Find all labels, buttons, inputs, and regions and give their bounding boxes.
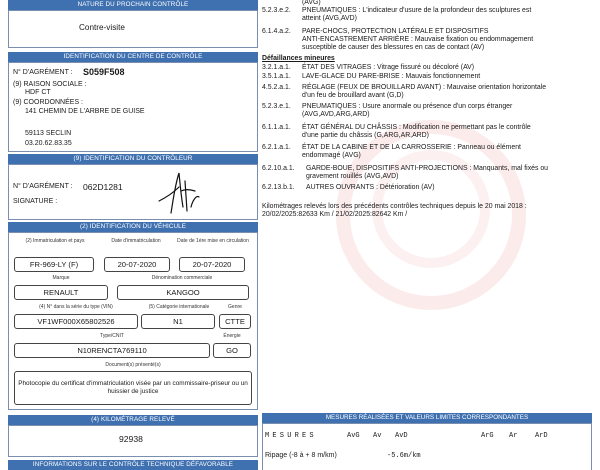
marque-value: RENAULT bbox=[14, 285, 108, 300]
defect-text: d'un feu de brouillard avant (G,D) bbox=[302, 92, 404, 99]
left-column bbox=[0, 0, 258, 470]
defect-code: 5.2.3.e.1. bbox=[262, 103, 291, 110]
defect-text: susceptible de causer des blessures en cas de contact (AV) bbox=[302, 44, 485, 51]
defect-text: ÉTAT DES VITRAGES : Vitrage fissuré ou décoloré (AV) bbox=[302, 64, 475, 71]
defect-text: d'une partie du châssis (G,ARG,AR,ARD) bbox=[302, 132, 429, 139]
energie-label: Énergie bbox=[223, 333, 241, 339]
centre-address-line2: 59113 SECLIN bbox=[25, 130, 72, 137]
defect-text: RÉGLAGE (FEUX DE BROUILLARD AVANT) : Mauvaise orientation horizontale bbox=[302, 84, 547, 91]
defect-code: 6.1.1.a.1. bbox=[262, 124, 291, 131]
defect-text: endommagé (AVG) bbox=[302, 152, 361, 159]
denom-label: Dénomination commerciale bbox=[151, 275, 213, 281]
mesures-col: ArD bbox=[535, 432, 548, 440]
defect-code: 6.2.1.a.1. bbox=[262, 144, 291, 151]
marque-label: Marque bbox=[52, 275, 70, 281]
genre-value: CTTE bbox=[219, 314, 251, 329]
cat-label: (5) Catégorie internationale bbox=[148, 304, 210, 310]
defect-code: 4.5.2.a.1. bbox=[262, 84, 291, 91]
date-circ-label: Date de 1ère mise en circulation bbox=[177, 238, 249, 244]
vehicule-header: (2) IDENTIFICATION DU VÉHICULE bbox=[8, 222, 258, 232]
defect-code: 5.2.3.e.2. bbox=[262, 7, 291, 14]
centre-raison-value: HDF CT bbox=[25, 89, 51, 96]
mesures-col: AvD bbox=[395, 432, 408, 440]
defect-text: LAVE-GLACE DU PARE-BRISE : Mauvais fonctionnement bbox=[302, 73, 481, 80]
defect-text: ÉTAT GÉNÉRAL DU CHÂSSIS : Modification ne permettant pas le contrôle bbox=[302, 124, 531, 131]
mesures-col: AvG bbox=[347, 432, 360, 440]
docs-label: Document(s) présenté(s) bbox=[105, 362, 161, 368]
defect-code: 6.2.13.b.1. bbox=[262, 184, 295, 191]
controleur-signature-label: SIGNATURE : bbox=[13, 198, 58, 205]
mesures-box bbox=[262, 423, 592, 470]
centre-agrement-value: S059F508 bbox=[83, 67, 125, 77]
controleur-agrement-label: N° D'AGRÉMENT : bbox=[13, 183, 73, 190]
defect-text: AUTRES OUVRANTS : Détérioration (AV) bbox=[306, 184, 435, 191]
vehicule-box bbox=[8, 232, 258, 410]
ripage-label: Ripage (-8 à + 8 m/km) bbox=[265, 452, 337, 459]
defaillances-mineures-title: Défaillances mineures bbox=[262, 55, 335, 62]
date-immat-label: Date d'immatriculation bbox=[111, 238, 161, 244]
defect-text: PNEUMATIQUES : Usure anormale ou présence d'un corps étranger bbox=[302, 103, 513, 110]
next-inspection-box bbox=[8, 10, 258, 48]
defect-code: 6.1.4.a.2. bbox=[262, 28, 291, 35]
defect-text: PARE-CHOCS, PROTECTION LATÉRALE ET DISPOSITIFS bbox=[302, 28, 489, 35]
immat-label: (2) Immatriculation et pays bbox=[25, 238, 85, 244]
immat-value: FR-969-LY (F) bbox=[14, 257, 94, 272]
type-value: N10RENCTA769110 bbox=[14, 343, 210, 358]
defect-text: (AVG) bbox=[302, 0, 321, 6]
date-circ-value: 20-07-2020 bbox=[179, 257, 245, 272]
controleur-box bbox=[8, 164, 258, 220]
centre-coord-label: (9) COORDONNÉES : bbox=[13, 99, 84, 106]
controleur-agrement-value: 062D1281 bbox=[83, 182, 123, 192]
centre-raison-label: (9) RAISON SOCIALE : bbox=[13, 81, 87, 88]
defect-code: 6.2.10.a.1. bbox=[262, 165, 295, 172]
centre-agrement-label: N° D'AGRÉMENT : bbox=[13, 69, 73, 76]
centre-address-line1: 141 CHEMIN DE L'ARBRE DE GUISE bbox=[25, 108, 145, 115]
centre-phone: 03.20.62.83.35 bbox=[25, 140, 72, 147]
kilometrage-value: 92938 bbox=[119, 434, 143, 444]
centre-header: IDENTIFICATION DU CENTRE DE CONTRÔLE bbox=[8, 52, 258, 62]
signature-image bbox=[151, 167, 201, 217]
defect-text: ANTI-ENCASTREMENT ARRIÈRE : Mauvaise fixation ou endommagement bbox=[302, 36, 534, 43]
mesures-header: MESURES RÉALISÉES ET VALEURS LIMITES CORRESPONDANTES bbox=[262, 413, 592, 423]
docs-value: Photocopie du certificat d'immatriculation visée par un commissaire-priseur ou un huissier de justice bbox=[14, 371, 252, 405]
vin-label: (4) N° dans la série du type (VIN) bbox=[39, 304, 113, 310]
energie-value: GO bbox=[213, 343, 251, 358]
defect-code: 3.5.1.a.1. bbox=[262, 73, 291, 80]
km-history-line2: 20/02/2025:82633 Km / 21/02/2025:82642 Km / bbox=[262, 211, 408, 218]
defect-text: gravement rouillés (AVG,AVD) bbox=[306, 173, 399, 180]
denom-value: KANGOO bbox=[117, 285, 249, 300]
ripage-value: -5.6m/km bbox=[387, 452, 421, 460]
defect-text: PNEUMATIQUES : L'indicateur d'usure de la profondeur des sculptures est bbox=[302, 7, 532, 14]
next-inspection-value: Contre-visite bbox=[79, 23, 125, 32]
defect-text: GARDE-BOUE, DISPOSITIFS ANTI-PROJECTIONS : Manquants, mal fixés ou bbox=[306, 165, 548, 172]
genre-label: Genre bbox=[228, 304, 242, 310]
cat-value: N1 bbox=[141, 314, 215, 329]
defect-text: ÉTAT DE LA CABINE ET DE LA CARROSSERIE : Panneau ou élément bbox=[302, 144, 521, 151]
mesures-col: Ar bbox=[509, 432, 518, 440]
defect-text: atteint (AVG,AVD) bbox=[302, 15, 357, 22]
mesures-label: MESURES bbox=[265, 432, 317, 440]
kilometrage-header: (4) KILOMÉTRAGE RELEVÉ bbox=[8, 415, 258, 425]
info-header: INFORMATIONS SUR LE CONTRÔLE TECHNIQUE DÉFAVORABLE bbox=[8, 460, 258, 470]
vin-value: VF1WF000X65802526 bbox=[14, 314, 138, 329]
centre-box bbox=[8, 62, 258, 152]
next-inspection-header: NATURE DU PROCHAIN CONTRÔLE bbox=[8, 0, 258, 10]
mesures-col: ArG bbox=[481, 432, 494, 440]
km-history-line1: Kilométrages relevés lors des précédents contrôles techniques depuis le 20 mai 2018 : bbox=[262, 203, 527, 210]
defect-code: 3.2.1.a.1. bbox=[262, 64, 291, 71]
kilometrage-box bbox=[8, 425, 258, 457]
mesures-col: Av bbox=[373, 432, 382, 440]
date-immat-value: 20-07-2020 bbox=[104, 257, 170, 272]
defect-text: (AVG,AVD,ARG,ARD) bbox=[302, 111, 370, 118]
controleur-header: (9) IDENTIFICATION DU CONTRÔLEUR bbox=[8, 154, 258, 164]
type-label: Type/CNIT bbox=[100, 333, 124, 339]
